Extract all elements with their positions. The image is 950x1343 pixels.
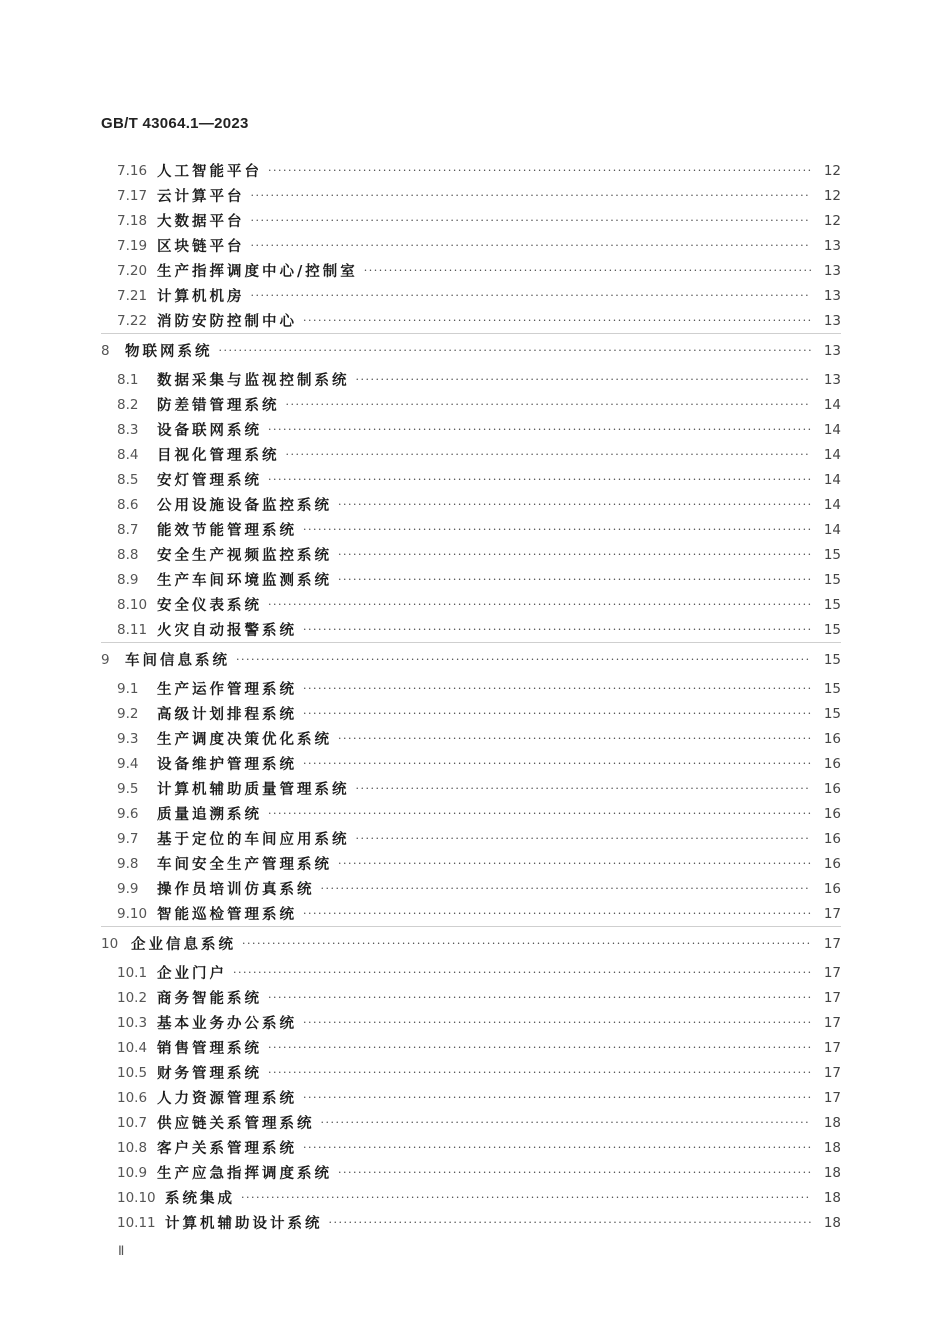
toc-section-entry[interactable] <box>101 876 841 901</box>
toc-section-entry[interactable] <box>101 826 841 851</box>
toc-entry-number: 8.4 <box>117 446 139 463</box>
toc-leader-dots <box>251 290 812 301</box>
toc-leader-dots <box>303 1142 811 1153</box>
toc-leader-dots <box>268 808 811 819</box>
toc-leader-dots <box>338 858 811 869</box>
toc-section-entry[interactable] <box>101 492 841 517</box>
toc-entry-page: 16 <box>823 830 841 847</box>
toc-entry-title: 操作员培训仿真系统 <box>157 881 315 898</box>
toc-section-entry[interactable] <box>101 1210 841 1235</box>
toc-entry-number: 9.1 <box>117 680 139 697</box>
toc-section-entry[interactable] <box>101 1185 841 1210</box>
toc-entry-page: 16 <box>823 805 841 822</box>
toc-entry-number: 8.9 <box>117 571 139 588</box>
toc-section-entry[interactable] <box>101 258 841 283</box>
toc-leader-dots <box>303 1092 811 1103</box>
toc-entry-page: 15 <box>823 546 841 563</box>
toc-leader-dots <box>268 424 811 435</box>
toc-entry-number: 10.7 <box>117 1114 148 1131</box>
toc-entry-number: 10.5 <box>117 1064 148 1081</box>
toc-section-entry[interactable] <box>101 1110 841 1135</box>
toc-leader-dots <box>268 599 811 610</box>
toc-leader-dots <box>321 1117 812 1128</box>
toc-entry-number: 10.2 <box>117 989 148 1006</box>
toc-entry-page: 17 <box>823 989 841 1006</box>
toc-section-entry[interactable] <box>101 158 841 183</box>
toc-entry-page: 16 <box>823 855 841 872</box>
toc-entry-title: 云计算平台 <box>157 188 245 205</box>
toc-entry-page: 18 <box>823 1139 841 1156</box>
toc-leader-dots <box>303 524 811 535</box>
toc-entry-title: 设备联网系统 <box>157 422 262 439</box>
toc-section-entry[interactable] <box>101 1010 841 1035</box>
chapter-separator <box>101 333 841 334</box>
toc-section-entry[interactable] <box>101 208 841 233</box>
toc-entry-page: 13 <box>823 371 841 388</box>
toc-leader-dots <box>286 449 812 460</box>
toc-section-entry[interactable] <box>101 467 841 492</box>
toc-entry-page: 18 <box>823 1189 841 1206</box>
table-of-contents <box>101 158 841 1235</box>
toc-leader-dots <box>338 499 811 510</box>
toc-entry-page: 17 <box>823 964 841 981</box>
toc-leader-dots <box>338 574 811 585</box>
toc-leader-dots <box>241 1192 811 1203</box>
toc-section-entry[interactable] <box>101 392 841 417</box>
toc-section-entry[interactable] <box>101 567 841 592</box>
toc-section-entry[interactable] <box>101 542 841 567</box>
toc-entry-number: 8.2 <box>117 396 139 413</box>
toc-entry-page: 17 <box>823 1039 841 1056</box>
toc-entry-number: 9.2 <box>117 705 139 722</box>
toc-entry-title: 目视化管理系统 <box>157 447 280 464</box>
toc-entry-number: 8.1 <box>117 371 139 388</box>
toc-section-entry[interactable] <box>101 1060 841 1085</box>
toc-entry-page: 18 <box>823 1164 841 1181</box>
toc-entry-number: 8.10 <box>117 596 148 613</box>
toc-leader-dots <box>356 783 812 794</box>
toc-chapter-entry[interactable] <box>101 338 841 363</box>
toc-section-entry[interactable] <box>101 308 841 333</box>
toc-leader-dots <box>303 1017 811 1028</box>
toc-section-entry[interactable] <box>101 283 841 308</box>
toc-entry-number: 10.8 <box>117 1139 148 1156</box>
toc-leader-dots <box>303 758 811 769</box>
toc-section-entry[interactable] <box>101 676 841 701</box>
chapter-separator <box>101 926 841 927</box>
toc-entry-number: 8.11 <box>117 621 148 638</box>
toc-leader-dots <box>338 1167 811 1178</box>
toc-entry-title: 计算机机房 <box>157 288 245 305</box>
toc-entry-number: 10.1 <box>117 964 148 981</box>
toc-entry-title: 生产应急指挥调度系统 <box>157 1165 332 1182</box>
toc-entry-page: 13 <box>823 237 841 254</box>
toc-entry-title: 智能巡检管理系统 <box>157 906 297 923</box>
toc-leader-dots <box>268 474 811 485</box>
toc-entry-number: 8.3 <box>117 421 139 438</box>
toc-entry-page: 15 <box>823 621 841 638</box>
toc-entry-page: 14 <box>823 421 841 438</box>
toc-entry-title: 生产指挥调度中心/控制室 <box>157 263 358 280</box>
toc-leader-dots <box>329 1217 812 1228</box>
toc-entry-number: 10.6 <box>117 1089 148 1106</box>
toc-entry-page: 13 <box>823 287 841 304</box>
toc-entry-page: 12 <box>823 212 841 229</box>
toc-section-entry[interactable] <box>101 801 841 826</box>
toc-leader-dots <box>236 654 811 665</box>
toc-section-entry[interactable] <box>101 985 841 1010</box>
toc-entry-title: 能效节能管理系统 <box>157 522 297 539</box>
toc-entry-title: 销售管理系统 <box>157 1040 262 1057</box>
toc-entry-title: 高级计划排程系统 <box>157 706 297 723</box>
toc-leader-dots <box>303 908 811 919</box>
toc-entry-title: 计算机辅助质量管理系统 <box>157 781 350 798</box>
toc-entry-number: 8.6 <box>117 496 139 513</box>
toc-entry-title: 火灾自动报警系统 <box>157 622 297 639</box>
toc-section-entry[interactable] <box>101 1135 841 1160</box>
toc-leader-dots <box>242 938 811 949</box>
toc-section-entry[interactable] <box>101 901 841 926</box>
toc-entry-title: 车间安全生产管理系统 <box>157 856 332 873</box>
toc-entry-number: 7.18 <box>117 212 148 229</box>
toc-section-entry[interactable] <box>101 1085 841 1110</box>
toc-entry-title: 人工智能平台 <box>157 163 262 180</box>
toc-leader-dots <box>233 967 811 978</box>
toc-entry-number: 9.3 <box>117 730 139 747</box>
toc-section-entry[interactable] <box>101 1035 841 1060</box>
toc-entry-title: 生产调度决策优化系统 <box>157 731 332 748</box>
toc-entry-number: 7.19 <box>117 237 148 254</box>
toc-entry-title: 企业门户 <box>157 965 227 982</box>
toc-entry-title: 系统集成 <box>165 1190 235 1207</box>
standard-code: GB/T 43064.1—2023 <box>101 115 249 132</box>
toc-entry-number: 10 <box>101 935 119 952</box>
toc-entry-title: 设备维护管理系统 <box>157 756 297 773</box>
toc-leader-dots <box>364 265 811 276</box>
toc-entry-page: 14 <box>823 471 841 488</box>
page-folio: Ⅱ <box>118 1243 125 1258</box>
toc-entry-title: 基于定位的车间应用系统 <box>157 831 350 848</box>
toc-entry-page: 18 <box>823 1114 841 1131</box>
toc-leader-dots <box>303 315 811 326</box>
toc-entry-page: 15 <box>823 705 841 722</box>
toc-leader-dots <box>356 374 812 385</box>
toc-entry-page: 17 <box>823 935 841 952</box>
toc-section-entry[interactable] <box>101 851 841 876</box>
toc-entry-title: 公用设施设备监控系统 <box>157 497 332 514</box>
toc-leader-dots <box>268 992 811 1003</box>
toc-entry-page: 15 <box>823 596 841 613</box>
toc-entry-title: 安全生产视频监控系统 <box>157 547 332 564</box>
toc-section-entry[interactable] <box>101 751 841 776</box>
toc-leader-dots <box>303 683 811 694</box>
toc-entry-number: 10.3 <box>117 1014 148 1031</box>
toc-chapter-entry[interactable] <box>101 931 841 956</box>
toc-entry-page: 14 <box>823 396 841 413</box>
toc-entry-title: 供应链关系管理系统 <box>157 1115 315 1132</box>
toc-entry-title: 质量追溯系统 <box>157 806 262 823</box>
toc-entry-page: 14 <box>823 496 841 513</box>
toc-section-entry[interactable] <box>101 442 841 467</box>
toc-entry-number: 7.17 <box>117 187 148 204</box>
toc-leader-dots <box>286 399 812 410</box>
toc-entry-page: 17 <box>823 1014 841 1031</box>
toc-section-entry[interactable] <box>101 367 841 392</box>
toc-section-entry[interactable] <box>101 233 841 258</box>
toc-entry-title: 大数据平台 <box>157 213 245 230</box>
toc-entry-number: 8 <box>101 342 110 359</box>
toc-entry-title: 生产车间环境监测系统 <box>157 572 332 589</box>
toc-leader-dots <box>251 215 812 226</box>
toc-entry-page: 12 <box>823 162 841 179</box>
toc-entry-title: 商务智能系统 <box>157 990 262 1007</box>
toc-entry-page: 13 <box>823 342 841 359</box>
toc-entry-title: 安全仪表系统 <box>157 597 262 614</box>
toc-section-entry[interactable] <box>101 960 841 985</box>
toc-entry-title: 财务管理系统 <box>157 1065 262 1082</box>
toc-section-entry[interactable] <box>101 617 841 642</box>
toc-leader-dots <box>268 1067 811 1078</box>
toc-entry-number: 9.10 <box>117 905 148 922</box>
toc-entry-page: 16 <box>823 730 841 747</box>
toc-entry-page: 15 <box>823 680 841 697</box>
toc-leader-dots <box>251 240 812 251</box>
toc-entry-title: 企业信息系统 <box>131 936 236 953</box>
toc-entry-page: 15 <box>823 571 841 588</box>
toc-entry-number: 8.8 <box>117 546 139 563</box>
toc-entry-number: 8.5 <box>117 471 139 488</box>
toc-entry-page: 17 <box>823 905 841 922</box>
toc-entry-number: 10.9 <box>117 1164 148 1181</box>
toc-leader-dots <box>219 345 812 356</box>
toc-entry-title: 安灯管理系统 <box>157 472 262 489</box>
toc-entry-number: 9.6 <box>117 805 139 822</box>
toc-entry-title: 防差错管理系统 <box>157 397 280 414</box>
toc-entry-title: 计算机辅助设计系统 <box>165 1215 323 1232</box>
toc-entry-page: 12 <box>823 187 841 204</box>
toc-section-entry[interactable] <box>101 517 841 542</box>
toc-entry-number: 9.5 <box>117 780 139 797</box>
toc-section-entry[interactable] <box>101 701 841 726</box>
toc-entry-number: 7.22 <box>117 312 148 329</box>
toc-chapter-entry[interactable] <box>101 647 841 672</box>
toc-entry-page: 17 <box>823 1064 841 1081</box>
toc-leader-dots <box>338 733 811 744</box>
toc-entry-number: 10.4 <box>117 1039 148 1056</box>
toc-entry-number: 10.11 <box>117 1214 156 1231</box>
toc-entry-title: 区块链平台 <box>157 238 245 255</box>
toc-entry-title: 人力资源管理系统 <box>157 1090 297 1107</box>
toc-entry-title: 数据采集与监视控制系统 <box>157 372 350 389</box>
toc-entry-number: 7.16 <box>117 162 148 179</box>
toc-leader-dots <box>303 708 811 719</box>
toc-leader-dots <box>338 549 811 560</box>
toc-entry-title: 生产运作管理系统 <box>157 681 297 698</box>
toc-entry-title: 物联网系统 <box>125 343 213 360</box>
toc-entry-page: 16 <box>823 755 841 772</box>
toc-entry-title: 客户关系管理系统 <box>157 1140 297 1157</box>
toc-section-entry[interactable] <box>101 726 841 751</box>
toc-entry-number: 9.9 <box>117 880 139 897</box>
toc-section-entry[interactable] <box>101 592 841 617</box>
toc-section-entry[interactable] <box>101 776 841 801</box>
toc-entry-number: 8.7 <box>117 521 139 538</box>
toc-entry-title: 基本业务办公系统 <box>157 1015 297 1032</box>
toc-section-entry[interactable] <box>101 1160 841 1185</box>
toc-leader-dots <box>321 883 812 894</box>
toc-entry-page: 13 <box>823 312 841 329</box>
toc-entry-page: 17 <box>823 1089 841 1106</box>
toc-entry-title: 消防安防控制中心 <box>157 313 297 330</box>
toc-section-entry[interactable] <box>101 183 841 208</box>
toc-entry-page: 13 <box>823 262 841 279</box>
toc-leader-dots <box>268 1042 811 1053</box>
toc-entry-page: 14 <box>823 521 841 538</box>
toc-entry-number: 9.7 <box>117 830 139 847</box>
toc-entry-number: 9.4 <box>117 755 139 772</box>
toc-entry-page: 15 <box>823 651 841 668</box>
toc-leader-dots <box>303 624 811 635</box>
toc-entry-page: 16 <box>823 780 841 797</box>
toc-entry-title: 车间信息系统 <box>125 652 230 669</box>
toc-entry-number: 10.10 <box>117 1189 156 1206</box>
toc-entry-number: 7.20 <box>117 262 148 279</box>
toc-entry-page: 18 <box>823 1214 841 1231</box>
chapter-separator <box>101 642 841 643</box>
toc-entry-page: 16 <box>823 880 841 897</box>
toc-leader-dots <box>268 165 811 176</box>
toc-leader-dots <box>356 833 812 844</box>
toc-entry-number: 9 <box>101 651 110 668</box>
toc-entry-number: 7.21 <box>117 287 148 304</box>
toc-entry-page: 14 <box>823 446 841 463</box>
toc-entry-number: 9.8 <box>117 855 139 872</box>
toc-leader-dots <box>251 190 812 201</box>
toc-section-entry[interactable] <box>101 417 841 442</box>
